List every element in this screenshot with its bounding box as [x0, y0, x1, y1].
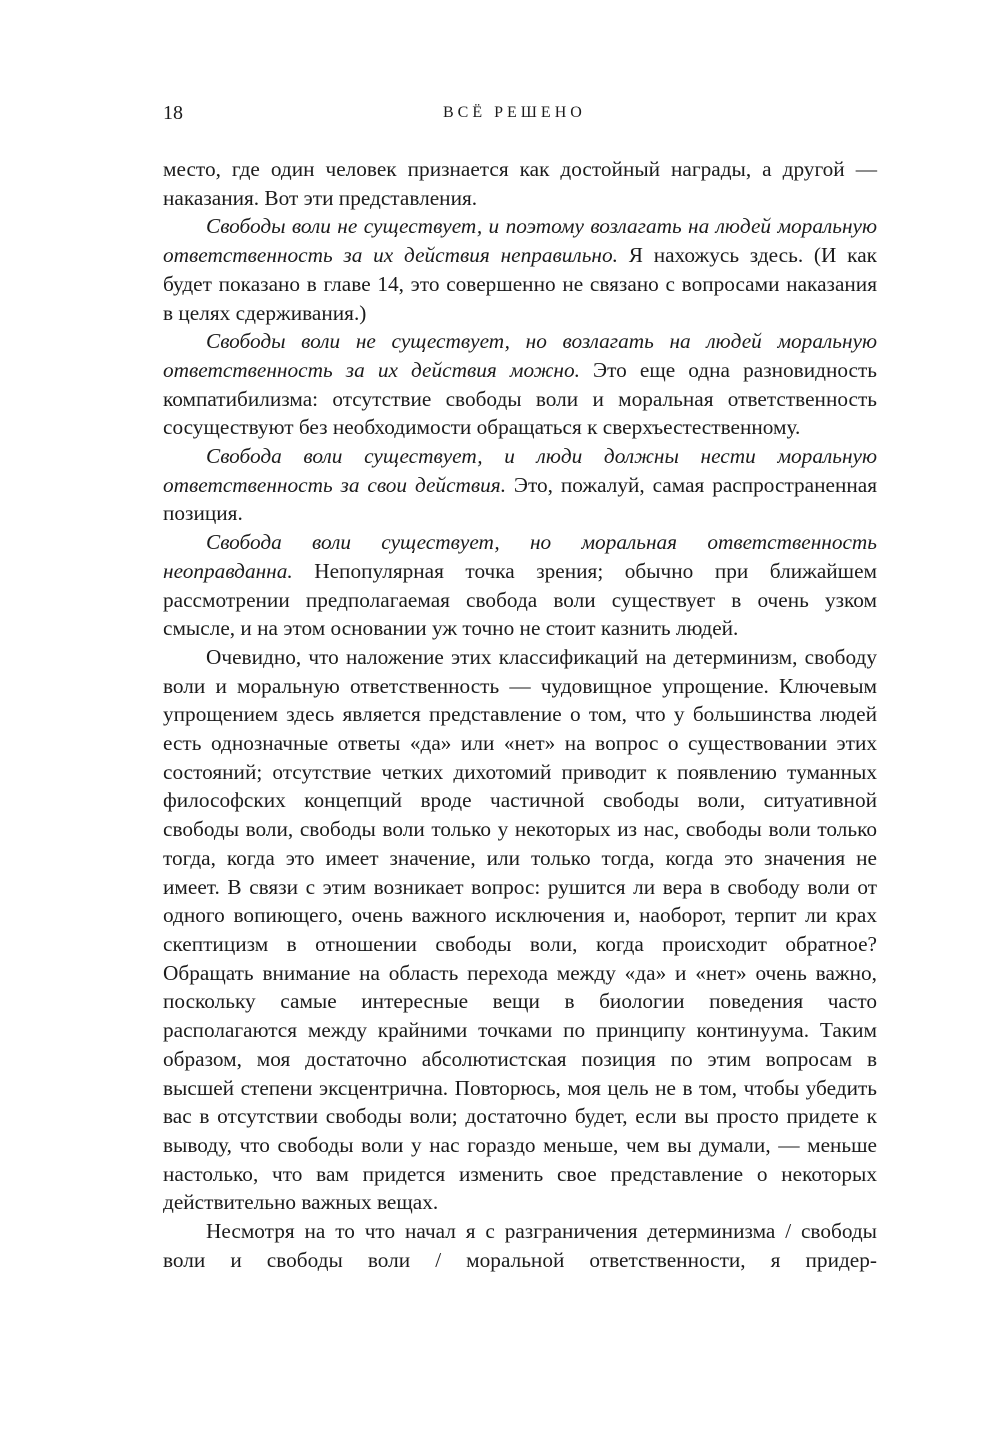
paragraph-text: Очевидно, что наложение этих классификаций на детерминизм, свободу воли и моральную ответственность — чудовищное упрощение. Ключевым упрощением здесь является представление о том, что у большинства людей есть однозначные ответы «да» или «нет» на вопрос о существовании этих состояний; отсутствие четких дихотомий приводит к появлению туманных философских концепций вроде частичной свободы воли, ситуативной свободы воли, свободы воли только у некоторых из нас, свободы воли только тогда, когда это имеет значение, или только тогда, когда это значения не имеет. В связи с этим возникает вопрос: рушится ли вера в свободу воли от одного вопиющего, очень важного исключения и, наоборот, терпит ли крах скептицизм в отношении свободы воли, когда происходит обратное? Обращать внимание на область перехода между «да» и «нет» очень важно, поскольку самые интересные вещи в биологии поведения часто располагаются между крайними точками по принципу континуума. Таким образом, моя достаточно абсолютистская позиция по этим вопросам в высшей степени эксцентрична. Повторюсь, моя цель не в том, чтобы убедить вас в отсутствии свободы воли; достаточно будет, если вы просто придете к выводу, что свободы воли у нас гораздо меньше, чем вы думали, — меньше настолько, что вам придется изменить свое представление о некоторых действительно важных вещах. — [163, 644, 877, 1215]
paragraph-text: Я нахожусь здесь. (И как будет показано в главе 14, это совершенно не связано с вопросами наказания в целях сдерживания.) — [163, 243, 877, 325]
running-head — [163, 99, 877, 127]
page-number: 18 — [163, 102, 183, 124]
position-no-free-will-with-responsibility — [163, 327, 877, 442]
position-statement: Свобода воли существует, и люди должны нести моральную ответственность за свои действия. — [163, 444, 877, 497]
position-statement: Свободы воли не существует, но возлагать на людей моральную ответственность за их действия можно. — [163, 329, 877, 382]
position-statement: Свобода воли существует, но моральная ответственность неоправданна. — [163, 530, 877, 583]
position-free-will-with-responsibility — [163, 442, 877, 528]
paragraph-text: Непопулярная точка зрения; обычно при ближайшем рассмотрении предполагаемая свобода воли существует в очень узком смысле, и на этом основании уж точно не стоит казнить людей. — [163, 558, 877, 641]
position-free-will-no-responsibility — [163, 528, 877, 643]
body-text — [163, 155, 877, 1274]
paragraph-text: Это еще одна разновидность компатибилизма: отсутствие свободы воли и моральная ответственность сосуществуют без необходимости обращаться к сверхъестественному. — [163, 357, 877, 440]
position-no-free-will-no-responsibility — [163, 212, 877, 327]
paragraph-text: Несмотря на то что начал я с разграничения детерминизма / свободы воли и свободы воли / моральной ответственности, я придер- — [163, 1219, 877, 1272]
book-title: ВСЁ РЕШЕНО — [443, 104, 586, 121]
paragraph-text: Это, пожалуй, самая распространенная позиция. — [163, 472, 878, 526]
position-statement: Свободы воли не существует, и поэтому возлагать на людей моральную ответственность за их действия неправильно. — [163, 214, 877, 268]
paragraph-continuation — [163, 155, 877, 212]
paragraph-final — [163, 1217, 877, 1274]
paragraph-simplification — [163, 643, 877, 1217]
paragraph-text: место, где один человек признается как достойный награды, а другой — наказания. Вот эти представления. — [163, 157, 877, 210]
